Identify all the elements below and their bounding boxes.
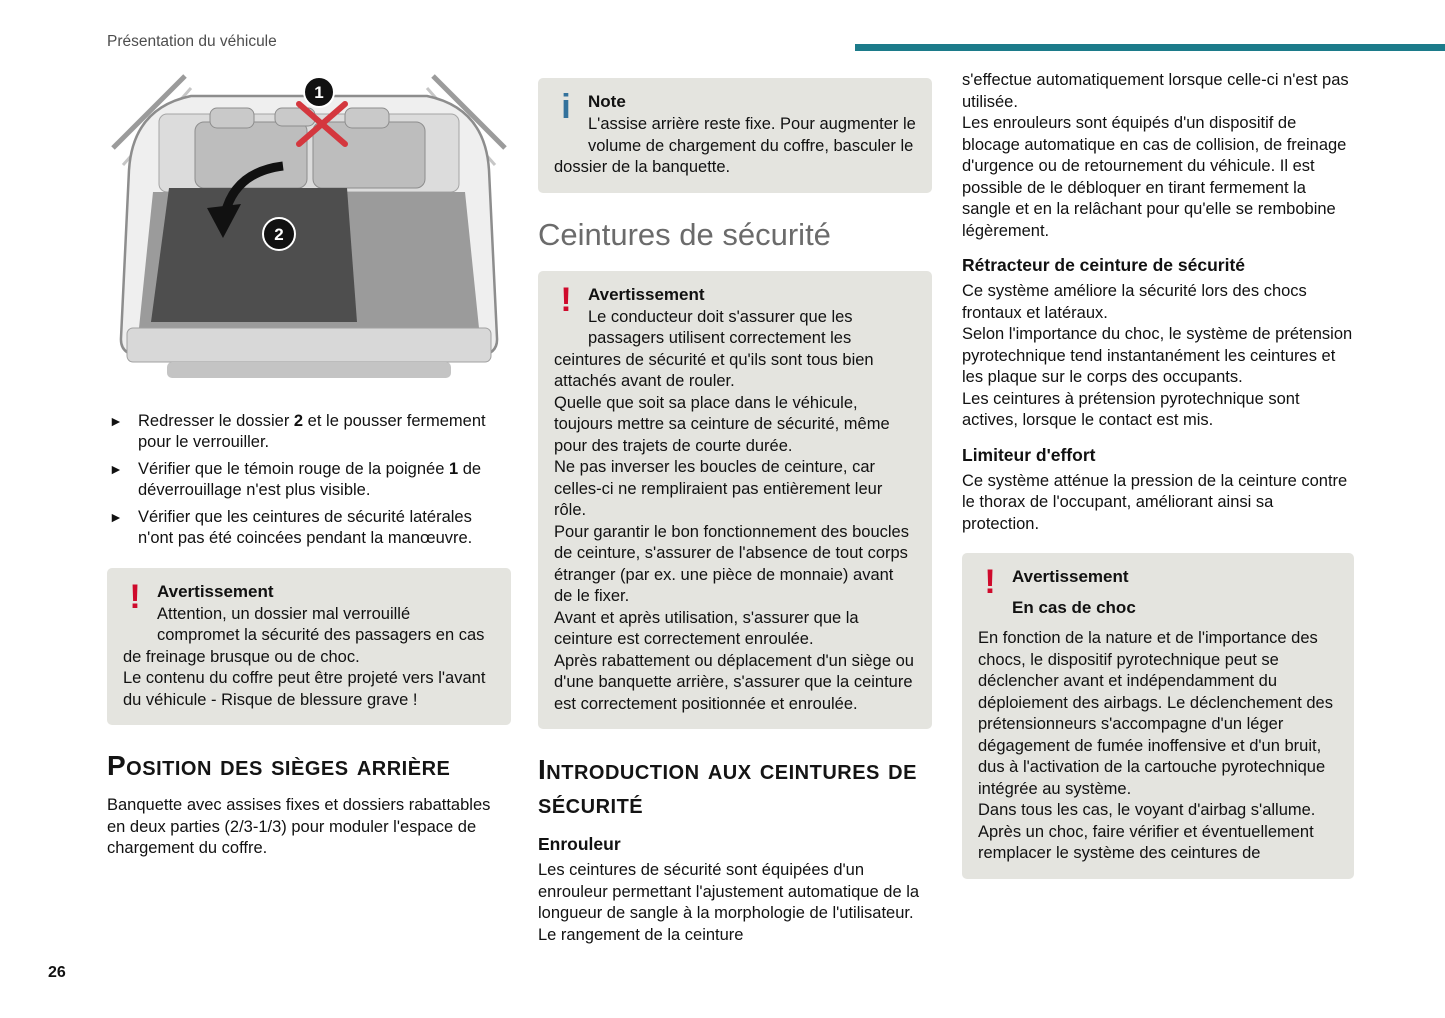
warning-icon: ! (129, 577, 141, 616)
subheading: Rétracteur de ceinture de sécurité (962, 255, 1246, 275)
accent-bar (855, 44, 1445, 51)
list-item: ► Vérifier que le témoin rouge de la poignée 1 de déverrouillage n'est plus visible. (109, 459, 482, 499)
warning-title: Avertissement (1012, 567, 1129, 586)
note-title: Note (588, 92, 626, 111)
subheading: Limiteur d'effort (962, 444, 1096, 465)
section-title: Position des sièges arrière (107, 750, 451, 781)
body-paragraph: Selon l'importance du choc, le système de prétension pyrotechnique tend instantanément les ceintures et les plaque sur le corps des occupants. (962, 325, 1353, 386)
trunk-illustration (107, 70, 511, 392)
left-column (107, 70, 511, 860)
body-paragraph: s'effectue automatiquement lorsque celle-ci n'est pas utilisée. (962, 71, 1349, 111)
headrest (345, 108, 389, 128)
section-title: Introduction aux ceintures de sécurité (538, 754, 917, 819)
warning-title: Avertissement (588, 284, 705, 304)
warning-text: Attention, un dossier mal verrouillé compromet la sécurité des passagers en cas de freinage brusque ou de choc. (123, 604, 485, 666)
body-paragraph: Ce système atténue la pression de la ceinture contre le thorax de l'occupant, améliorant ainsi sa protection. (962, 471, 1348, 533)
chapter-title: Ceintures de sécurité (538, 216, 831, 252)
list-item: ► Redresser le dossier 2 et le pousser fermement pour le verrouiller. (109, 411, 486, 451)
warning-text: Le conducteur doit s'assurer que les passagers utilisent correctement les ceintures de sécurité et qu'ils sont tous bien attachés avant de rouler. (554, 307, 874, 390)
bullet-arrow-icon: ► (109, 508, 123, 525)
body-paragraph: Les ceintures de sécurité sont équipées d'un enrouleur permettant l'ajustement automatique de la longueur de sangle à la morphologie de l'utilisateur. Le rangement de la ceinture (538, 861, 920, 944)
bullet-text: Redresser le dossier (138, 411, 294, 430)
warning-text: En fonction de la nature et de l'importance des chocs, le dispositif pyrotechnique peut se déclencher avant et indépendamment du déploiement des airbags. Le déclenchement des prétensionneurs s'accompagne d'un léger dégagement de fumée inoffensive et d'un bruit, dus à l'activation de la cartouche pyrotechnique intégrée au système. (978, 629, 1333, 798)
warning-text: Après rabattement ou déplacement d'un siège ou d'une banquette arrière, s'assurer que la ceinture est correctement positionnée et enroulée. (554, 651, 914, 713)
warning-text: Quelle que soit sa place dans le véhicule, toujours mettre sa ceinture de sécurité, même pour des trajets de courte durée. (554, 393, 890, 455)
instruction-list (107, 411, 511, 550)
warning-text: Le contenu du coffre peut être projeté vers l'avant du véhicule - Risque de blessure grave ! (123, 669, 486, 709)
marker-2-label: 2 (274, 225, 284, 244)
subheading: Enrouleur (538, 834, 621, 854)
warning-text: Pour garantir le bon fonctionnement des boucles de ceinture, s'assurer de l'absence de tout corps étranger (par ex. une pièce de monnaie) avant de le fixer. (554, 522, 909, 605)
list-item (107, 507, 511, 550)
warning-icon: ! (560, 280, 572, 319)
bumper-sill (127, 328, 491, 362)
warning-text: Ne pas inverser les boucles de ceinture, car celles-ci ne rempliraient pas entièrement leur rôle. (554, 458, 883, 519)
body-paragraph: Banquette avec assises fixes et dossiers rabattables en deux parties (2/3-1/3) pour moduler l'espace de chargement du coffre. (107, 796, 491, 857)
warning-subtitle: En cas de choc (1012, 598, 1136, 617)
marker-1-label: 1 (314, 83, 324, 102)
warning-title: Avertissement (157, 581, 274, 601)
warning-text: Dans tous les cas, le voyant d'airbag s'allume. (978, 801, 1316, 819)
warning-box (107, 568, 511, 726)
headrest (210, 108, 254, 128)
body-paragraph: Les enrouleurs sont équipés d'un dispositif de blocage automatique en cas de collision, de freinage d'urgence ou de retournement du véhicule. Il est possible de le débloquer en tirant fermement la sangle et en la relâchant pour qu'elle se rembobine légèrement. (962, 114, 1347, 240)
bullet-text: Vérifier que le témoin rouge de la poignée (138, 459, 449, 478)
bullet-text: Vérifier que les ceintures de sécurité latérales n'ont pas été coincées pendant la manœuvre. (138, 507, 473, 547)
bullet-arrow-icon: ► (109, 412, 123, 429)
warning-text: Avant et après utilisation, s'assurer que la ceinture est correctement enroulée. (554, 608, 859, 648)
bumper-lower (167, 362, 451, 378)
note-text: L'assise arrière reste fixe. Pour augmenter le volume de chargement du coffre, basculer le dossier de la banquette. (554, 115, 916, 176)
body-paragraph: Ce système améliore la sécurité lors des chocs frontaux et latéraux. (962, 282, 1307, 322)
middle-column (538, 70, 932, 946)
folded-seat-shadow (151, 188, 357, 322)
warning-icon: ! (984, 563, 996, 601)
page-header: Présentation du véhicule (107, 33, 277, 50)
warning-box (962, 553, 1354, 879)
warning-box (538, 271, 932, 730)
note-box (538, 78, 932, 193)
right-column (962, 70, 1354, 879)
bullet-arrow-icon: ► (109, 460, 123, 477)
body-paragraph: Les ceintures à prétension pyrotechnique sont actives, lorsque le contact est mis. (962, 389, 1300, 429)
page-number: 26 (48, 964, 66, 981)
note-icon: i (561, 88, 571, 126)
warning-text: Après un choc, faire vérifier et éventuellement remplacer le système des ceintures de (978, 822, 1314, 862)
